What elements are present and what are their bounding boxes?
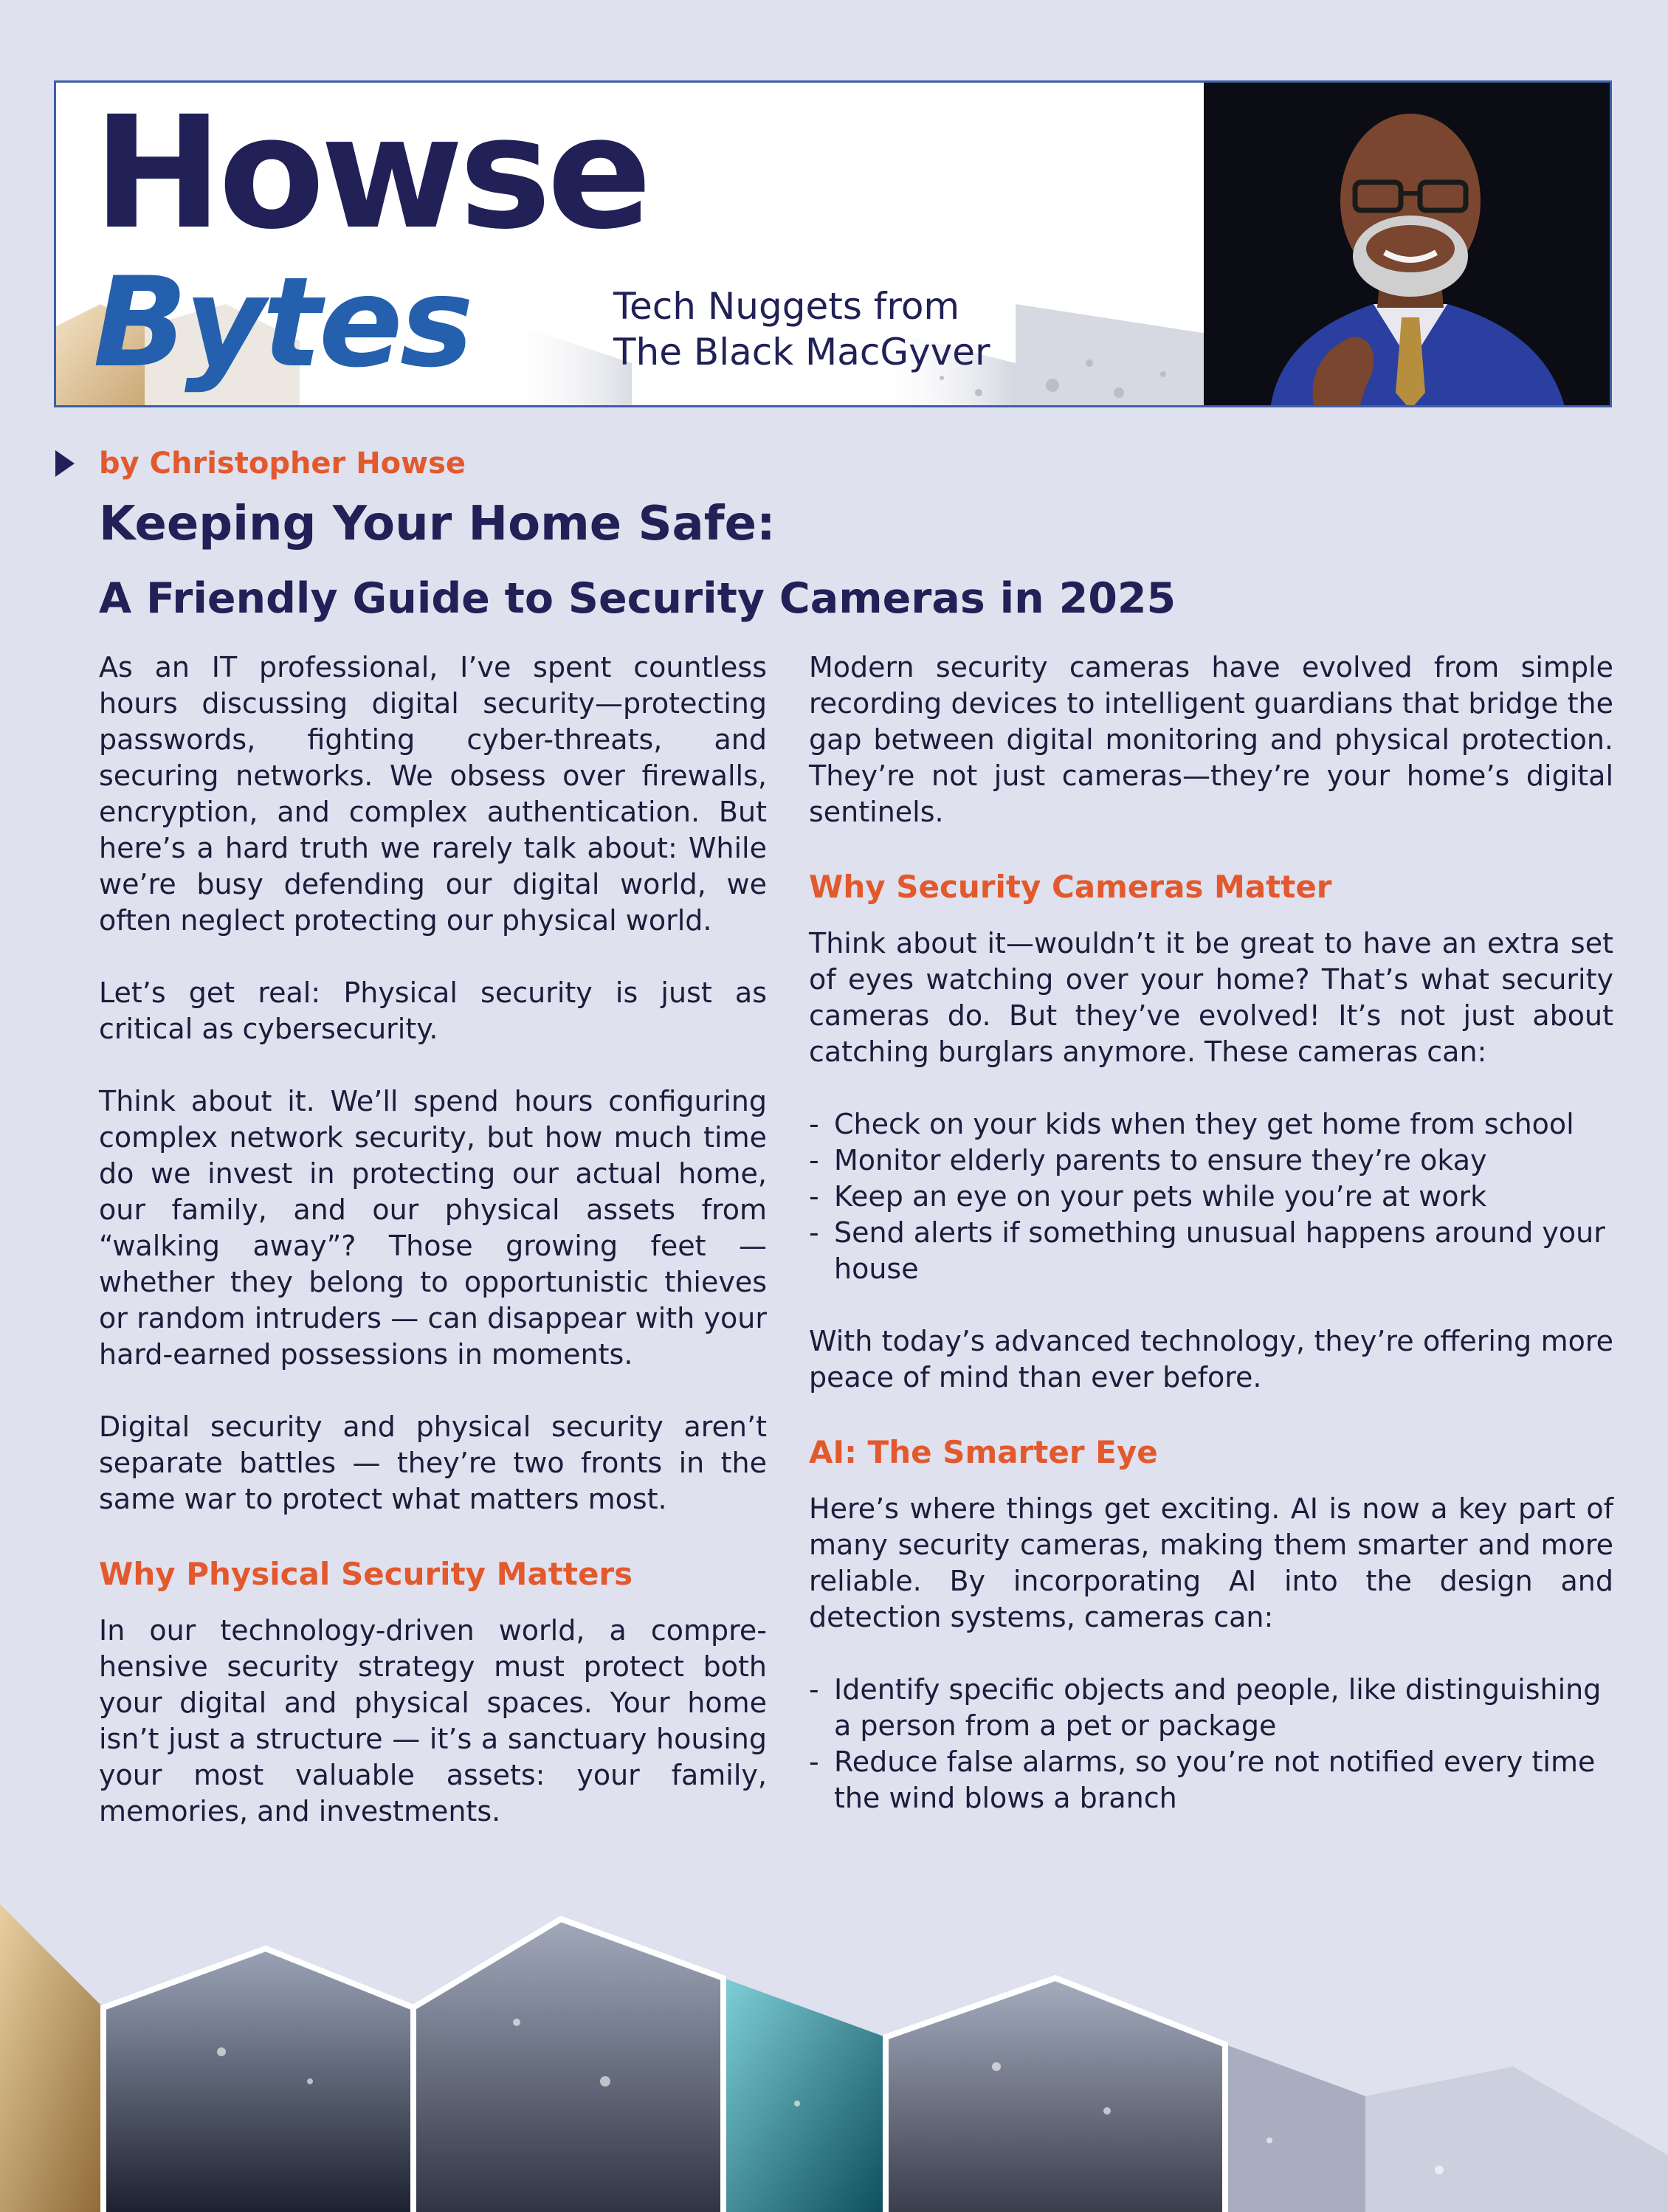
tagline-line-1: Tech Nuggets from	[613, 285, 960, 328]
camera-uses-list	[809, 1106, 1613, 1287]
paragraph: Think about it—wouldn’t it be great to have an extra set of eyes watching over your home? That’s what security cameras do. But they’ve evolved! It’s not just about catching burglars anymore. These cameras can:	[809, 927, 1613, 1068]
ai-capabilities-list	[809, 1672, 1613, 1816]
paragraph: As an IT professional, I’ve spent countless hours discussing digital security—protecting passwords, fighting cyber-threats, and securing networks. We obsess over firewalls, encryption, and complex authentication. But here’s a hard truth we rarely talk about: While we’re busy defending our digital world, we often neglect protecting our physical world.	[99, 651, 767, 937]
section-heading: AI: The Smarter Eye	[809, 1434, 1158, 1470]
section-heading: Why Security Cameras Matter	[809, 869, 1332, 905]
paragraph: Modern security cameras have evolved from simple recording devices to intelligent guardians that bridge the gap between digital monitoring and physical protection. They’re not just cameras—they’re your home’s digital sentinels.	[809, 651, 1613, 828]
author-portrait	[1204, 83, 1612, 407]
paragraph: In our technology-driven world, a compre-hensive security strategy must protect both your digital and physical spaces. Your home isn’t just a structure — it’s a sanctuary housing your most valuable assets: your family, memories, and investments.	[99, 1614, 767, 1827]
list-item: - Monitor elderly parents to ensure they’re okay	[809, 1144, 1487, 1176]
tagline	[613, 283, 1086, 375]
list-item: - Check on your kids when they get home from school	[809, 1108, 1574, 1140]
hexagon-tech-decoration	[0, 1860, 1668, 2212]
article-subtitle: A Friendly Guide to Security Cameras in 2025	[99, 574, 1176, 623]
list-item: - Keep an eye on your pets while you’re at work	[809, 1180, 1487, 1213]
section-heading: Why Physical Security Matters	[99, 1556, 633, 1592]
list-item: - Reduce false alarms, so you’re not notified every time the wind blows a branch	[809, 1746, 1596, 1814]
list-item: - Send alerts if something unusual happens around your house	[809, 1216, 1605, 1285]
article-column-left	[99, 650, 767, 1866]
article-column-right	[809, 650, 1613, 1853]
paragraph: With today’s advanced technology, they’re offering more peace of mind than ever before.	[809, 1325, 1613, 1393]
header-banner	[54, 80, 1612, 407]
paragraph: Here’s where things get exciting. AI is now a key part of many security cameras, making them smarter and more reliable. By incorporating AI into the design and detection systems, cameras can:	[809, 1492, 1613, 1633]
tagline-line-2: The Black MacGyver	[613, 331, 990, 373]
brand-howse-wordmark: Howse	[93, 83, 648, 263]
article-title: Keeping Your Home Safe:	[99, 497, 776, 551]
paragraph: Digital security and physical security aren’t separate battles — they’re two fronts in the same war to protect what matters most.	[99, 1410, 767, 1515]
list-item: - Identify specific objects and people, like distinguishing a person from a pet or package	[809, 1673, 1602, 1742]
brand-bytes-wordmark: Bytes	[93, 250, 471, 395]
article-byline: by Christopher Howse	[99, 447, 466, 480]
paragraph: Let’s get real: Physical security is just as critical as cybersecurity.	[99, 976, 767, 1045]
paragraph: Think about it. We’ll spend hours configuring complex network security, but how much time do we invest in protecting our actual home, our family, and our physical assets from “walking away”? Those growing feet — whether they belong to opportunistic thieves or random intruders — can disappear with your hard-earned possessions in moments.	[99, 1085, 767, 1371]
play-triangle-icon	[55, 450, 75, 477]
